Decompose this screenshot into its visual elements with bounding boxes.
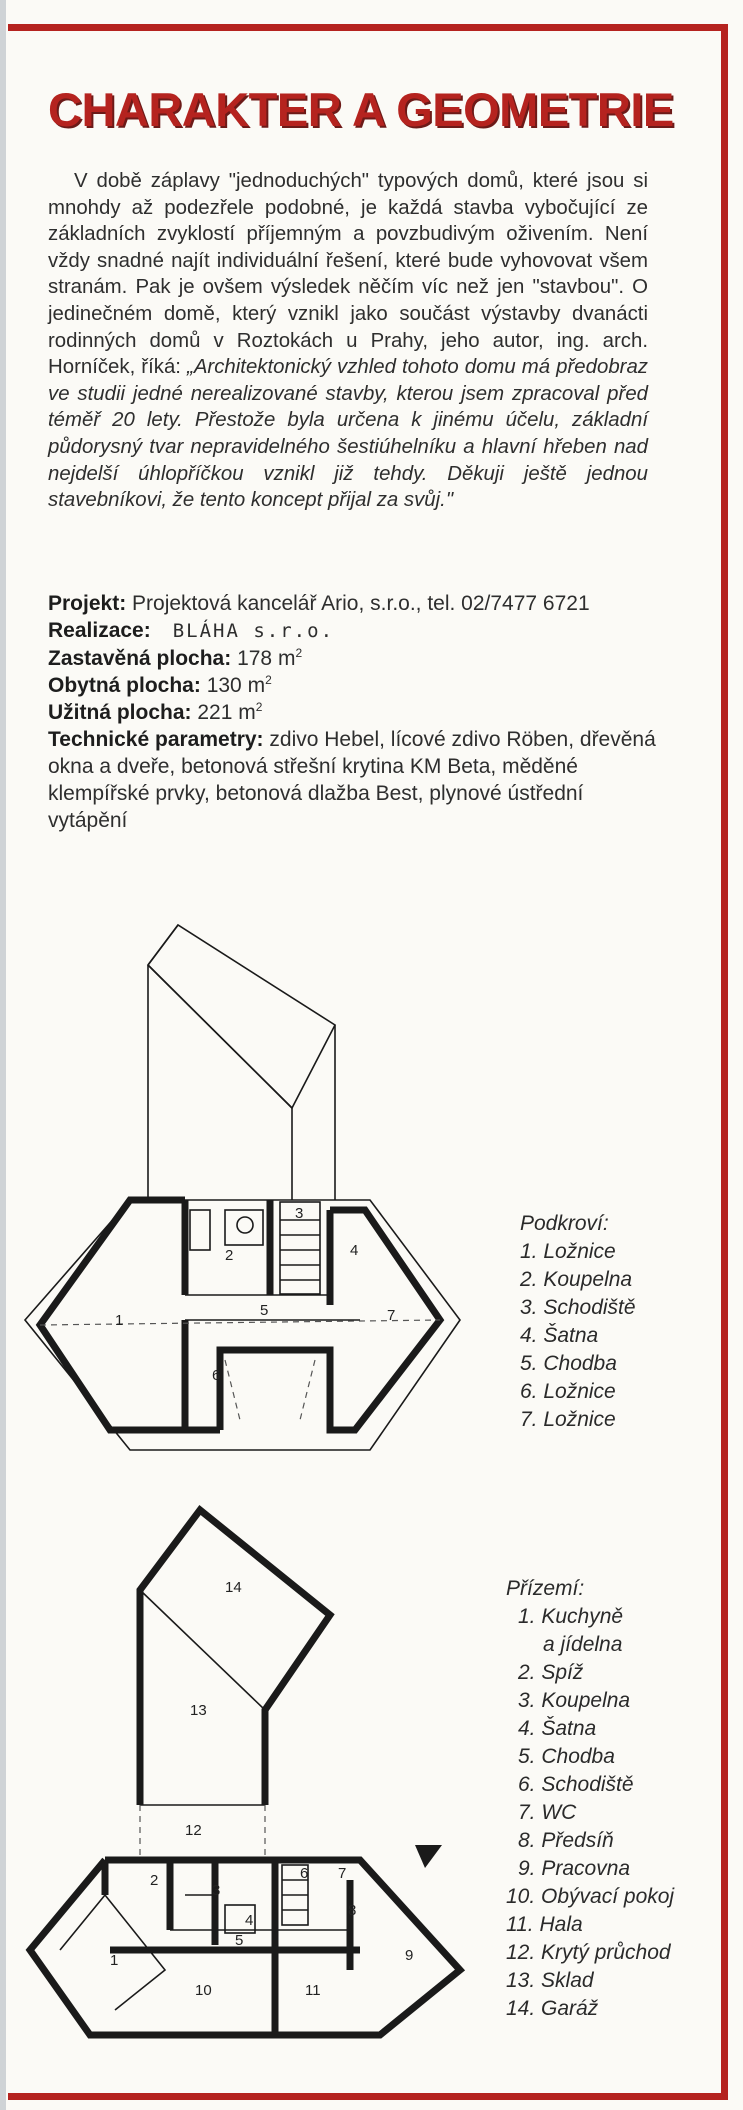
legend-item: 10. Obývací pokoj bbox=[506, 1885, 675, 1908]
unit-superscript: 2 bbox=[255, 700, 263, 714]
param-value: 221 m bbox=[197, 701, 256, 724]
entrance-arrow-icon bbox=[415, 1845, 442, 1868]
param-obytna-plocha bbox=[48, 672, 658, 699]
room-number: 8 bbox=[348, 1902, 357, 1919]
room-number: 1 bbox=[115, 1312, 124, 1329]
room-number: 5 bbox=[260, 1302, 269, 1319]
legend-item: 2. Koupelna bbox=[520, 1268, 633, 1291]
legend-item: 6. Schodiště bbox=[518, 1773, 634, 1796]
attic-floor-plan bbox=[30, 920, 510, 1460]
project-parameters bbox=[48, 590, 658, 834]
room-number: 4 bbox=[245, 1912, 254, 1929]
param-zastavena-plocha bbox=[48, 645, 658, 672]
legend-item: 6. Ložnice bbox=[520, 1380, 616, 1403]
param-value: 178 m bbox=[237, 647, 296, 670]
room-number: 3 bbox=[212, 1882, 221, 1899]
room-number: 10 bbox=[195, 1982, 212, 1999]
param-projekt bbox=[48, 590, 658, 617]
param-technicke bbox=[48, 726, 658, 834]
room-number: 2 bbox=[225, 1247, 234, 1264]
unit-superscript: 2 bbox=[265, 673, 272, 687]
legend-item: a jídelna bbox=[543, 1633, 623, 1656]
legend-item: 14. Garáž bbox=[506, 1997, 599, 2020]
page-edge-strip bbox=[0, 0, 6, 2110]
legend-item: 4. Šatna bbox=[518, 1717, 597, 1740]
legend-item: 1. Ložnice bbox=[520, 1240, 616, 1263]
room-number: 2 bbox=[150, 1872, 159, 1889]
room-number: 6 bbox=[300, 1865, 309, 1882]
param-label: Realizace: bbox=[48, 619, 151, 642]
param-value: Projektová kancelář Ario, s.r.o., tel. 02/7477 6721 bbox=[132, 592, 590, 615]
room-number: 13 bbox=[190, 1702, 207, 1719]
legend-item: 5. Chodba bbox=[518, 1745, 615, 1768]
param-uzitna-plocha bbox=[48, 699, 658, 726]
garage-block bbox=[140, 1510, 330, 1860]
intro-paragraph bbox=[48, 168, 648, 514]
legend-title: Přízemí: bbox=[506, 1577, 585, 1600]
param-label: Zastavěná plocha: bbox=[48, 647, 232, 670]
legend-item: 3. Schodiště bbox=[520, 1296, 636, 1319]
room-number: 5 bbox=[235, 1932, 244, 1949]
room-number: 7 bbox=[387, 1307, 396, 1324]
param-value: zdivo Hebel, lícové zdivo Röben, dřevěná okna a dveře, betonová střešní krytina KM Beta, měděné klempířské prvky, betonová dlažba Best, plynové ústřední vytápění bbox=[48, 728, 656, 832]
room-number: 3 bbox=[295, 1205, 304, 1222]
attic-walls bbox=[25, 1200, 460, 1450]
room-number: 6 bbox=[212, 1367, 221, 1384]
param-label: Projekt: bbox=[48, 592, 127, 615]
param-label: Technické parametry: bbox=[48, 728, 264, 751]
room-number: 14 bbox=[225, 1579, 242, 1596]
param-label: Obytná plocha: bbox=[48, 674, 201, 697]
legend-item: 4. Šatna bbox=[520, 1324, 599, 1347]
room-number: 12 bbox=[185, 1822, 202, 1839]
room-number: 7 bbox=[338, 1865, 347, 1882]
legend-item: 8. Předsíň bbox=[518, 1829, 614, 1852]
room-number: 9 bbox=[405, 1947, 414, 1964]
intro-text: V době záplavy "jednoduchých" typových domů, které jsou si mnohdy až podezřele podobné, je každá stavba vybočující ze základních zvyklostí příjemným a povzbudivým oživením. Není vždy snadné najít individuální řešení, které bude vyhovovat všem stranám. Pak je ovšem výsledek něčím víc než jen "stavbou". O jedinečném domě, který vznikl jako součást výstavby dvanácti rodinných domů v Roztokách u Prahy, jeho autor, ing. arch. Horníček, říká: bbox=[48, 170, 648, 379]
room-number: 1 bbox=[110, 1952, 119, 1969]
legend-item: 9. Pracovna bbox=[518, 1857, 631, 1880]
ground-floor-plan bbox=[20, 1500, 510, 2040]
roof-outline bbox=[148, 925, 335, 1200]
article-heading: CHARAKTER A GEOMETRIE bbox=[48, 83, 674, 136]
legend-item: 3. Koupelna bbox=[518, 1689, 631, 1712]
ground-walls bbox=[30, 1860, 460, 2035]
legend-item: 7. Ložnice bbox=[520, 1408, 616, 1431]
legend-item: 5. Chodba bbox=[520, 1352, 617, 1375]
legend-item: 7. WC bbox=[518, 1801, 577, 1824]
legend-title: Podkroví: bbox=[520, 1212, 609, 1235]
legend-item: 1. Kuchyně bbox=[518, 1605, 624, 1628]
param-value: BLÁHA s.r.o. bbox=[172, 620, 335, 642]
attic-diagonals bbox=[40, 1320, 440, 1420]
ground-legend bbox=[506, 1575, 674, 2023]
architect-quote: „Architektonický vzhled tohoto domu má předobraz ve studii jedné nerealizované stavby, kterou jsem zpracoval před téměř 20 lety. Přestože byla určena k jinému účelu, základní půdorysný tvar nepravidelného šestiúhelníku a hlavní hřeben nad nejdelší úhlopříčkou vznikl již tehdy. Děkuji ještě jednou stavebníkovi, že tento koncept přijal za svůj." bbox=[48, 356, 648, 512]
attic-bathroom-fixtures bbox=[190, 1210, 263, 1250]
param-value: 130 m bbox=[206, 674, 266, 697]
room-number: 11 bbox=[305, 1982, 321, 1999]
room-number: 4 bbox=[350, 1242, 359, 1259]
legend-item: 11. Hala bbox=[506, 1913, 583, 1936]
unit-superscript: 2 bbox=[295, 646, 303, 660]
param-realizace bbox=[48, 617, 658, 645]
param-label: Užitná plocha: bbox=[48, 701, 192, 724]
attic-legend bbox=[520, 1210, 636, 1434]
legend-item: 13. Sklad bbox=[506, 1969, 594, 1992]
legend-item: 2. Spíž bbox=[518, 1661, 584, 1684]
legend-item: 12. Krytý průchod bbox=[506, 1941, 671, 1964]
